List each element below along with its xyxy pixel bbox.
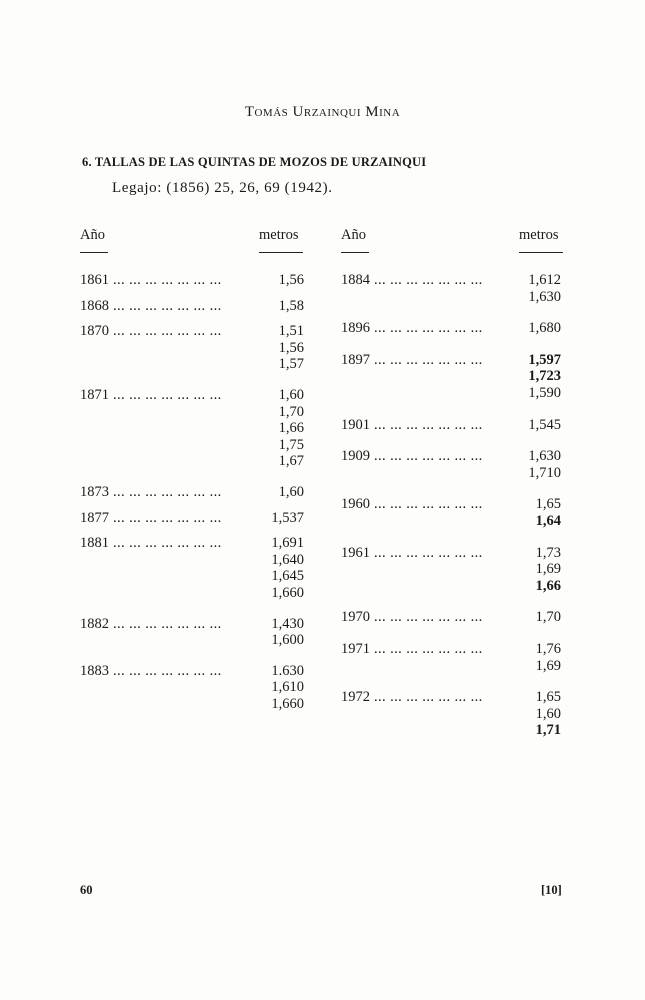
height-value: 1,71 [535, 722, 561, 739]
table-row [80, 632, 304, 649]
year-with-leader [341, 609, 483, 626]
year-cell: 1896 [341, 320, 370, 337]
year-cell: 1960 [341, 496, 370, 513]
height-value: 1,65 [535, 689, 561, 706]
table-row [80, 616, 304, 633]
table-row [341, 689, 561, 706]
table-row [80, 552, 304, 569]
leader-dots: ... ... ... ... ... ... ... [113, 323, 222, 340]
leader-dots: ... ... ... ... ... ... ... [113, 484, 222, 500]
table-row [341, 545, 561, 562]
table-row [80, 453, 304, 470]
height-value: 1,660 [271, 585, 304, 601]
table-row [341, 496, 561, 513]
table-row [341, 448, 561, 465]
year-cell: 1884 [341, 272, 370, 288]
leader-dots: ... ... ... ... ... ... ... [113, 662, 222, 679]
height-value: 1,56 [278, 272, 304, 288]
table-row [80, 679, 304, 696]
leader-dots: ... ... ... ... ... ... ... [113, 387, 222, 403]
table-row [80, 404, 304, 421]
table-row [80, 510, 304, 527]
year-cell: 1881 [80, 535, 109, 552]
height-value: 1,66 [278, 420, 304, 437]
year-with-leader [80, 387, 222, 404]
height-value: 1,56 [278, 339, 304, 356]
year-cell: 1909 [341, 448, 370, 465]
year-with-leader [80, 272, 222, 289]
height-value: 1,691 [271, 535, 304, 552]
table-row [341, 609, 561, 626]
table-row [80, 696, 304, 713]
year-cell: 1901 [341, 416, 370, 433]
table-row [341, 417, 561, 434]
table-row [80, 298, 304, 315]
height-value: 1,70 [535, 609, 561, 626]
table-row [80, 535, 304, 552]
leader-dots: ... ... ... ... ... ... ... [374, 609, 483, 626]
height-value: 1,58 [278, 297, 304, 314]
height-value: 1,60 [278, 387, 304, 403]
year-with-leader [341, 320, 483, 337]
year-cell: 1861 [80, 272, 109, 288]
height-value: 1,630 [528, 288, 561, 305]
table-row [80, 585, 304, 602]
height-value: 1,67 [278, 453, 304, 470]
height-value: 1,60 [535, 705, 561, 722]
leader-dots: ... ... ... ... ... ... ... [374, 272, 483, 288]
table-row [80, 663, 304, 680]
height-value: 1,70 [278, 403, 304, 420]
height-value: 1,57 [278, 356, 304, 373]
leader-dots: ... ... ... ... ... ... ... [113, 272, 222, 288]
year-cell: 1877 [80, 509, 109, 526]
height-value: 1,73 [535, 544, 561, 561]
leader-dots: ... ... ... ... ... ... ... [113, 615, 222, 632]
year-cell: 1961 [341, 544, 370, 561]
height-value: 1,537 [271, 509, 304, 526]
year-cell: 1882 [80, 615, 109, 632]
table-row [341, 641, 561, 658]
table-row [341, 320, 561, 337]
table-row [80, 356, 304, 373]
legajo-reference: Legajo: (1856) 25, 26, 69 (1942). [112, 180, 333, 196]
height-value: 1,660 [271, 696, 304, 712]
leader-dots: ... ... ... ... ... ... ... [113, 509, 222, 526]
right-year-rule [341, 252, 369, 253]
height-value: 1,65 [535, 496, 561, 513]
year-with-leader [341, 641, 483, 658]
right-unit-rule [519, 252, 563, 253]
year-cell: 1970 [341, 609, 370, 626]
right-year-heading: Año [341, 227, 366, 243]
page-reference: [10] [541, 883, 562, 897]
year-with-leader [341, 448, 483, 465]
leader-dots: ... ... ... ... ... ... ... [113, 535, 222, 552]
height-value: 1,60 [278, 484, 304, 500]
running-title: Tomás Urzainqui Mina [244, 104, 401, 120]
section-title: 6. TALLAS DE LAS QUINTAS DE MOZOS DE URZAINQUI [82, 155, 427, 169]
right-unit-heading: metros [519, 227, 559, 243]
year-with-leader [80, 484, 222, 501]
year-cell: 1883 [80, 662, 109, 679]
table-row [80, 420, 304, 437]
year-with-leader [80, 323, 222, 340]
year-with-leader [341, 352, 483, 369]
left-year-heading: Año [80, 227, 105, 243]
table-row [341, 368, 561, 385]
leader-dots: ... ... ... ... ... ... ... [374, 689, 483, 706]
left-unit-rule [259, 252, 303, 253]
left-year-rule [80, 252, 108, 253]
height-value: 1,630 [528, 448, 561, 465]
height-value: 1,76 [535, 641, 561, 657]
leader-dots: ... ... ... ... ... ... ... [374, 496, 483, 513]
year-with-leader [80, 535, 222, 552]
table-row [80, 568, 304, 585]
table-row [341, 722, 561, 739]
table-row [341, 513, 561, 530]
page-number: 60 [80, 883, 93, 897]
height-value: 1,680 [528, 320, 561, 337]
height-value: 1,640 [271, 551, 304, 568]
height-value: 1,597 [528, 351, 561, 368]
table-row [341, 289, 561, 306]
height-value: 1,645 [271, 568, 304, 585]
height-value: 1,612 [528, 272, 561, 288]
leader-dots: ... ... ... ... ... ... ... [374, 351, 483, 368]
leader-dots: ... ... ... ... ... ... ... [374, 416, 483, 433]
year-cell: 1870 [80, 323, 109, 340]
height-value: 1,610 [271, 679, 304, 696]
year-cell: 1972 [341, 689, 370, 706]
year-with-leader [80, 663, 222, 680]
table-row [341, 465, 561, 482]
height-value: 1,723 [528, 368, 561, 385]
height-value: 1.630 [271, 662, 304, 679]
height-value: 1,710 [528, 464, 561, 481]
year-with-leader [341, 417, 483, 434]
leader-dots: ... ... ... ... ... ... ... [374, 544, 483, 561]
year-with-leader [80, 298, 222, 315]
table-row [80, 340, 304, 357]
leader-dots: ... ... ... ... ... ... ... [374, 641, 483, 657]
table-row [80, 484, 304, 501]
table-row [80, 437, 304, 454]
height-value: 1,69 [535, 657, 561, 674]
table-row [341, 658, 561, 675]
leader-dots: ... ... ... ... ... ... ... [374, 448, 483, 465]
year-with-leader [341, 496, 483, 513]
table-row [341, 272, 561, 289]
table-row [80, 272, 304, 289]
height-value: 1,64 [535, 513, 561, 529]
year-with-leader [341, 272, 483, 289]
height-value: 1,69 [535, 561, 561, 578]
table-row [341, 352, 561, 369]
table-row [341, 385, 561, 402]
leader-dots: ... ... ... ... ... ... ... [113, 297, 222, 314]
height-value: 1,590 [528, 385, 561, 401]
year-with-leader [341, 689, 483, 706]
year-cell: 1971 [341, 641, 370, 657]
height-value: 1,430 [271, 615, 304, 632]
year-cell: 1873 [80, 484, 109, 500]
height-value: 1,75 [278, 436, 304, 453]
table-row [80, 323, 304, 340]
height-value: 1,545 [528, 416, 561, 433]
table-row [341, 578, 561, 595]
year-cell: 1871 [80, 387, 109, 403]
year-with-leader [80, 616, 222, 633]
left-unit-heading: metros [259, 227, 299, 243]
height-value: 1,66 [535, 577, 561, 594]
leader-dots: ... ... ... ... ... ... ... [374, 320, 483, 337]
table-row [80, 387, 304, 404]
year-with-leader [80, 510, 222, 527]
year-cell: 1897 [341, 351, 370, 368]
table-row [341, 706, 561, 723]
height-value: 1,600 [271, 632, 304, 649]
year-cell: 1868 [80, 297, 109, 314]
year-with-leader [341, 545, 483, 562]
height-value: 1,51 [278, 323, 304, 340]
table-row [341, 561, 561, 578]
